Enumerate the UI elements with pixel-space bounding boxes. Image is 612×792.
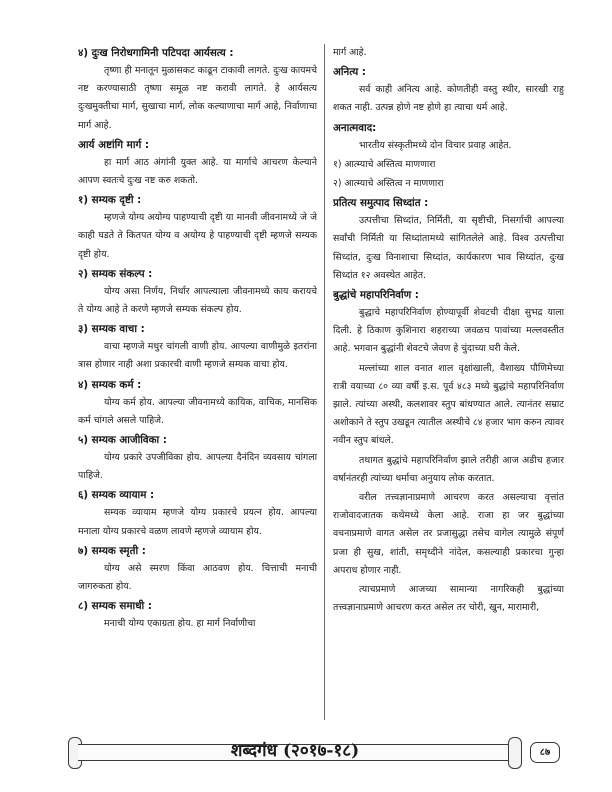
paragraph: हा मार्ग आठ अंगांनी युक्त आहे. या मार्गाचे आचरण केल्याने आपण स्वतःचे दुःख नष्ट करु शकतो. bbox=[78, 156, 317, 187]
section-heading: ५) सम्यक आजीविका : bbox=[78, 434, 167, 447]
paragraph: त्याचप्रमाणे आजच्या सामान्या नागरिकही बुद्धांच्या तत्त्वज्ञानाप्रमाणे आचरण करत असेल तर चोरी, खुन, मारामारी, bbox=[333, 584, 564, 614]
right-column bbox=[333, 44, 564, 720]
footer-title: शब्दगंध (२०१७-१८) bbox=[230, 741, 360, 761]
paragraph: योग्य कर्म होय. आपल्या जीवनामध्ये कायिक, वाचिक, मानसिक कर्म चांगले असले पाहिजे. bbox=[78, 396, 317, 426]
section-heading: ७) सम्यक स्मृती : bbox=[78, 544, 146, 557]
paragraph: वाचा म्हणजे मधुर चांगली वाणी होय. आपल्या वाणीमुळे इतरांना त्रास होणार नाही अशा प्रकारची वाणी म्हणजे सम्यक वाचा होय. bbox=[78, 341, 317, 371]
paragraph: बुद्धाचे महापरिनिर्वाण होण्यापूर्वी शेवटची दीक्षा सुभद्र याला दिली. हे ठिकाण कुशिनारा शहराच्या जवळच पावांच्या मल्लवस्तीत आहे. भगवान बुद्धांनी शेवटचे जेवण हे चुंदाच्या घरी केले. bbox=[333, 307, 564, 355]
paragraph: योग्य असे स्मरण किंवा आठवण होय. चित्ताची मनाची जागरुकता होय. bbox=[78, 562, 317, 593]
paragraph: २) आत्म्याचे अस्तित्व न माणणारा bbox=[333, 178, 444, 190]
document-body bbox=[78, 44, 564, 720]
paragraph: मल्लांच्या शाल वनात शाल वृक्षांखाली, वैशाख्य पौणिमेच्या रात्री वयाच्या ८० व्या वर्षी इ.स. पूर्व ४८३ मध्ये बुद्धांचे महापरिनिर्वाण झाले. त्यांच्या अस्थी, कलशावर स्तुप बांधण्यात आले. त्यानंतर सम्राट अशोकाने ते स्तुप उखडून त्यातील अस्थीचे ८४ हजार भाग करुन त्यावर नवीन स्तुप बांधले. bbox=[333, 362, 564, 447]
paragraph: तृष्णा ही मनातून मुळासकट काढून टाकावी लागते. दुःख कायमचे नष्ट करण्यासाठी तृष्णा समूळ नष्ट करावी लागते. हे आर्यसत्य दुःखमुक्तीचा मार्ग, सुखाचा मार्ग, लोक कल्याणाचा मार्ग आहे, निर्वाणाचा मार्ग आहे. bbox=[78, 65, 317, 131]
page-number: ८७ bbox=[530, 742, 560, 763]
paragraph: भारतीय संस्कृतीमध्ये दोन विचार प्रवाह आहेत. bbox=[359, 139, 512, 151]
paragraph: म्हणजे योग्य अयोग्य पाहण्याची दृष्टी या मानवी जीवनामध्ये जे जे काही घडते ते कितपत योग्य व अयोग्य हे पाहण्याची दृष्टी म्हणजे सम्यक दृष्टी होय. bbox=[78, 212, 317, 260]
section-heading: आर्य अष्टांगि मार्ग : bbox=[78, 138, 150, 151]
paragraph: सम्यक व्यायाम म्हणजे योग्य प्रकारचे प्रयत्न होय. आपल्या मनाला योग्य प्रकारचे वळण लावणे म्हणजे व्यायाम होय. bbox=[78, 507, 317, 537]
paragraph: योग्य असा निर्णय, निर्धार आपल्याला जीवनामध्ये काय करायचे ते योग्य आहे ते करणे म्हणजे सम्यक संकल्प होय. bbox=[78, 285, 317, 316]
section-heading: ६) सम्यक व्यायाम : bbox=[78, 489, 155, 502]
section-heading: ८) सम्यक समाधी : bbox=[78, 600, 152, 613]
section-heading: प्रतित्य समुत्पाद सिध्दांत : bbox=[333, 197, 429, 210]
section-heading: ४) दुःख निरोधगामिनी पटिपदा आर्यसत्य : bbox=[78, 47, 234, 59]
section-heading: ३) सम्यक वाचा : bbox=[78, 323, 145, 336]
footer-banner bbox=[68, 733, 554, 773]
column-divider bbox=[324, 44, 325, 720]
paragraph: उत्पत्तीचा सिध्दांत, निर्मिती, या सृष्टीची, निसर्गाची आपल्या सर्वांची निर्मिती या सिध्दांतामध्ये सांगितलेले आहे. विश्व उत्पत्तीचा सिध्दांत, दुःख विनाशाचा सिध्दांत, कार्यकारण भाव सिध्दांत, दुःख सिध्दांत १२ अवस्थेत आहेत. bbox=[333, 215, 564, 281]
section-heading: बुद्धांचे महापरिनिर्वाण : bbox=[333, 289, 419, 302]
left-column bbox=[78, 44, 317, 720]
section-heading: अनित्य : bbox=[333, 66, 366, 79]
paragraph: सर्व काही अनित्य आहे. कोणतीही वस्तु स्थीर, सारखी राहु शकत नाही. उत्पन्न होणे नष्ट होणे हा त्याचा धर्म आहे. bbox=[333, 84, 564, 114]
section-heading: अनात्मवाद: bbox=[333, 121, 377, 134]
section-heading: १) सम्यक दृष्टी : bbox=[78, 194, 142, 207]
section-heading: २) सम्यक संकल्प : bbox=[78, 267, 153, 280]
paragraph: योग्य प्रकारे उपजीविका होय. आपल्या दैनंदिन व्यवसाय चांगला पाहिजे. bbox=[78, 452, 317, 482]
paragraph: मार्ग आहे. bbox=[333, 47, 367, 58]
paragraph: वरील तत्त्वज्ञानाप्रमाणे आचरण करत असल्याचा वृत्तांत राजोवादजातक कथेमध्ये केला आहे. राजा हा जर बुद्धांच्या वचनाप्रमाणे वागत असेल तर प्रजासुद्धा तसेच वागेल त्यामुळे संपूर्ण प्रजा ही सुख, शांती, समृध्दीने नांदेल, कसल्याही प्रकारचा गुन्हा अपराध होणार नाही. bbox=[333, 492, 564, 576]
paragraph: १) आत्म्याचे अस्तित्व माणणारा bbox=[333, 158, 436, 170]
paragraph: तथागत बुद्धांचे महापरिनिर्वाण झाले तरीही आज अडीच हजार वर्षानंतरही त्यांच्या धर्माचा अनुयाय लोक करतात. bbox=[333, 454, 564, 484]
paragraph: मनाची योग्य एकाग्रता होय. हा मार्ग निर्वाणीचा bbox=[104, 618, 256, 630]
section-heading: ४) सम्यक कर्म : bbox=[78, 378, 142, 391]
